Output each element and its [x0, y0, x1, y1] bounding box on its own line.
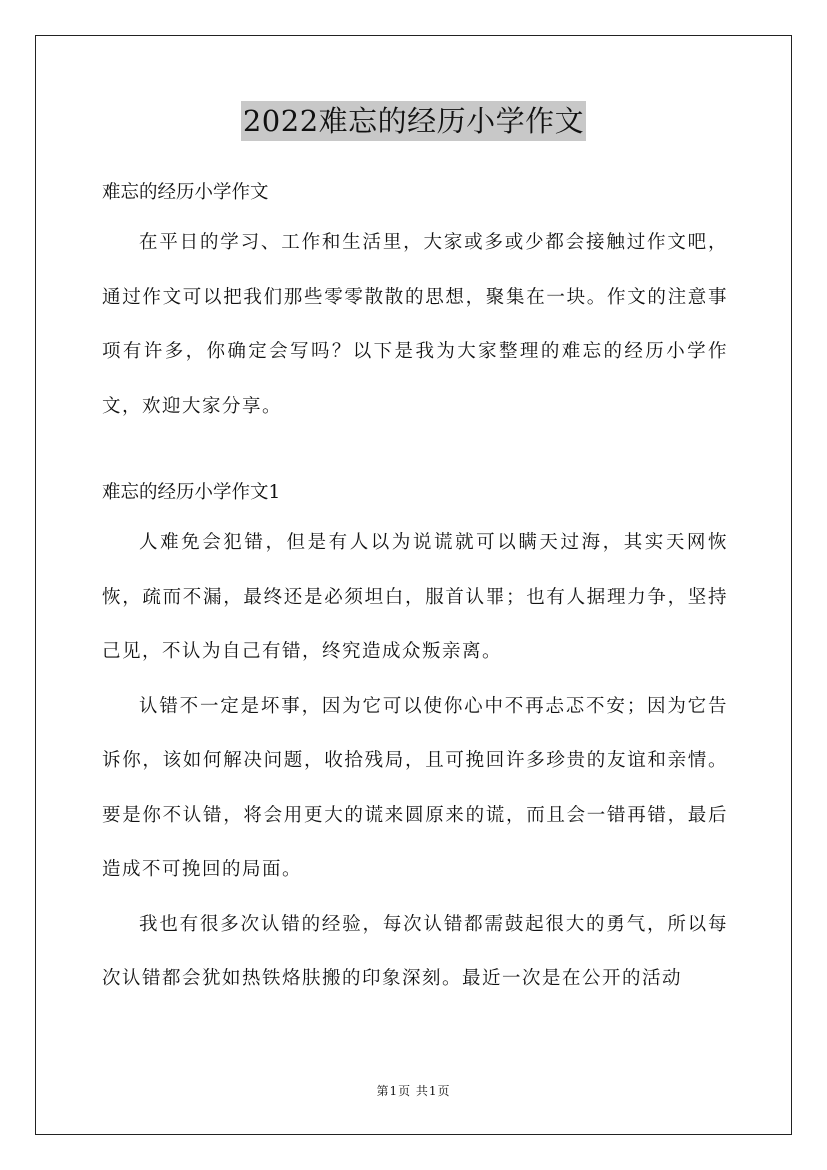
body-paragraph-1: 人难免会犯错，但是有人以为说谎就可以瞒天过海，其实天网恢恢，疏而不漏，最终还是必须坦白，服首认罪；也有人据理力争，坚持己见，不认为自己有错，终究造成众叛亲离。 [102, 532, 728, 662]
document-body [102, 170, 728, 1007]
body-paragraph-3: 我也有很多次认错的经验，每次认错都需鼓起很大的勇气，所以每次认错都会犹如热铁烙肤搬的印象深刻。最近一次是在公开的活动 [102, 913, 728, 989]
document-title: 2022难忘的经历小学作文 [241, 101, 586, 141]
section-heading: 难忘的经历小学作文1 [102, 482, 281, 503]
intro-heading: 难忘的经历小学作文 [102, 182, 269, 203]
page-footer: 第1页 共1页 [376, 1084, 451, 1098]
body-paragraph-2: 认错不一定是坏事，因为它可以使你心中不再忐忑不安；因为它告诉你，该如何解决问题，收拾残局，且可挽回许多珍贵的友谊和亲情。要是你不认错，将会用更大的谎来圆原来的谎，而且会一错再错，最后造成不可挽回的局面。 [102, 695, 728, 880]
section-gap [102, 434, 728, 470]
title-wrapper [0, 101, 827, 141]
intro-paragraph: 在平日的学习、工作和生活里，大家或多或少都会接触过作文吧，通过作文可以把我们那些零零散散的思想，聚集在一块。作文的注意事项有许多，你确定会写吗？以下是我为大家整理的难忘的经历小学作文，欢迎大家分享。 [102, 232, 728, 417]
